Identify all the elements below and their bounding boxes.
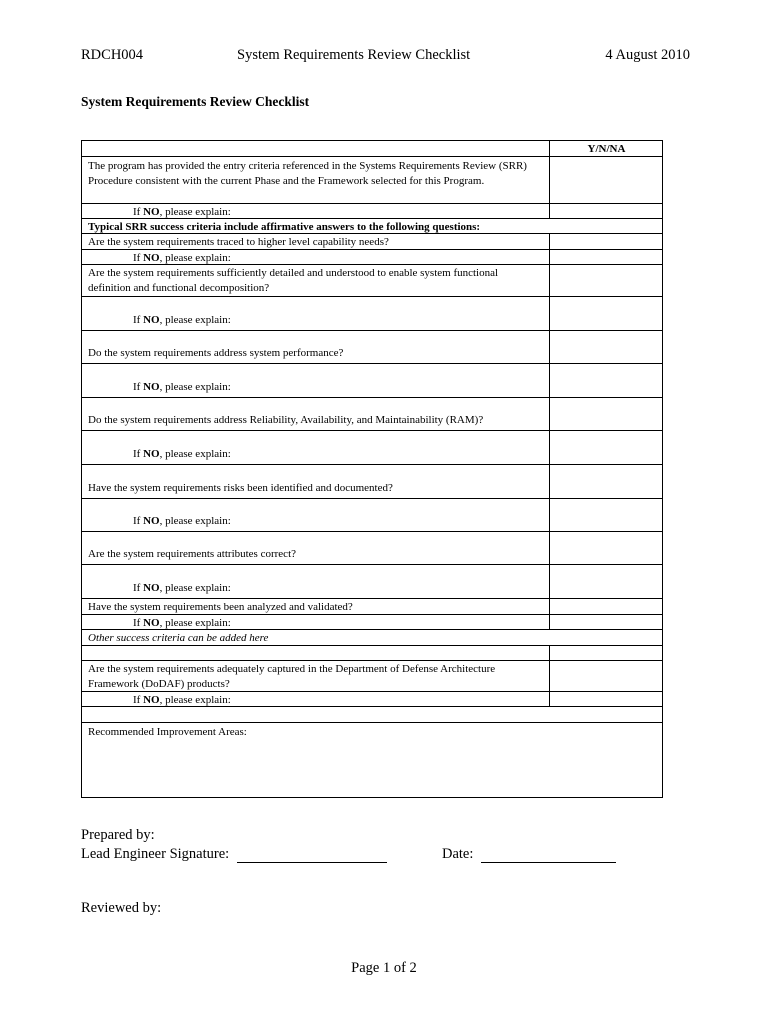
answer-cell[interactable] <box>551 331 662 363</box>
answer-cell[interactable] <box>551 615 662 629</box>
answer-cell[interactable] <box>551 297 662 330</box>
explain-label: If NO, please explain: <box>133 252 231 264</box>
table-row <box>82 234 662 250</box>
date-block <box>442 846 616 863</box>
reviewed-by-label: Reviewed by: <box>81 900 162 916</box>
explain-row <box>82 499 662 532</box>
explain-row <box>82 431 662 465</box>
header-date: 4 August 2010 <box>605 47 690 63</box>
explain-row <box>82 615 662 630</box>
explain-row <box>82 204 662 219</box>
criteria-heading: Typical SRR success criteria include affirmative answers to the following questions: <box>88 221 481 233</box>
question-text: Have the system requirements been analyzed and validated? <box>88 601 353 613</box>
improvement-cell[interactable] <box>82 723 662 797</box>
explain-label: If NO, please explain: <box>133 694 231 706</box>
answer-cell[interactable] <box>551 646 662 660</box>
answer-cell[interactable] <box>551 265 662 296</box>
explain-label: If NO, please explain: <box>133 448 231 460</box>
improvement-label: Recommended Improvement Areas: <box>88 726 247 738</box>
question-text: Are the system requirements adequately captured in the Department of Defense Architecture Framework (DoDAF) products? <box>88 663 496 690</box>
explain-label: If NO, please explain: <box>133 515 231 527</box>
other-criteria-text: Other success criteria can be added here <box>88 632 269 644</box>
improvement-row <box>82 723 662 797</box>
answer-cell[interactable] <box>551 234 662 249</box>
answer-cell[interactable] <box>551 465 662 498</box>
empty-question-cell[interactable] <box>82 646 550 660</box>
question-header-cell <box>82 141 550 156</box>
criteria-heading-row <box>82 219 662 234</box>
page-number: Page 1 of 2 <box>351 960 417 976</box>
explain-row <box>82 364 662 398</box>
entry-criteria-question: The program has provided the entry criteria referenced in the Systems Requirements Review (SRR) Procedure consistent with the current Phase and the Framework selected for this Program. <box>88 160 527 187</box>
explain-label: If NO, please explain: <box>133 582 231 594</box>
table-header-row <box>82 141 662 157</box>
table-row <box>82 532 662 565</box>
answer-column-header: Y/N/NA <box>587 142 626 155</box>
explain-label: If NO, please explain: <box>133 314 231 326</box>
table-row <box>82 661 662 692</box>
document-id: RDCH004 <box>81 47 144 63</box>
date-line[interactable] <box>481 848 616 863</box>
header-title: System Requirements Review Checklist <box>237 47 471 63</box>
question-text: Are the system requirements sufficiently detailed and understood to enable system functional definition and functional decomposition? <box>88 267 499 294</box>
answer-cell[interactable] <box>551 532 662 564</box>
answer-cell[interactable] <box>551 157 662 203</box>
answer-cell[interactable] <box>551 204 662 218</box>
table-row <box>82 331 662 364</box>
explain-label: If NO, please explain: <box>133 617 231 629</box>
explain-row <box>82 692 662 707</box>
explain-row <box>82 565 662 599</box>
question-text: Have the system requirements risks been identified and documented? <box>88 482 393 494</box>
answer-cell[interactable] <box>551 398 662 430</box>
table-row <box>82 265 662 297</box>
prepared-by-label: Prepared by: <box>81 827 155 843</box>
table-row <box>82 465 662 499</box>
table-row <box>82 398 662 431</box>
blank-row <box>82 707 662 723</box>
blank-cell[interactable] <box>82 707 662 722</box>
checklist-table <box>81 140 663 798</box>
answer-cell[interactable] <box>551 661 662 691</box>
question-text: Are the system requirements traced to higher level capability needs? <box>88 236 389 248</box>
answer-cell[interactable] <box>551 431 662 464</box>
signature-line[interactable] <box>237 848 387 863</box>
answer-cell[interactable] <box>551 499 662 531</box>
lead-signature-label: Lead Engineer Signature: <box>81 846 230 862</box>
other-criteria-row <box>82 630 662 646</box>
answer-cell[interactable] <box>551 565 662 598</box>
explain-label: If NO, please explain: <box>133 381 231 393</box>
explain-row <box>82 297 662 331</box>
explain-row <box>82 250 662 265</box>
answer-cell[interactable] <box>551 599 662 614</box>
document-title: System Requirements Review Checklist <box>81 94 310 109</box>
table-row <box>82 157 662 204</box>
question-text: Are the system requirements attributes correct? <box>88 548 297 560</box>
explain-label: If NO, please explain: <box>133 206 231 218</box>
table-row <box>82 646 662 661</box>
answer-cell[interactable] <box>551 364 662 397</box>
answer-cell[interactable] <box>551 250 662 264</box>
answer-cell[interactable] <box>551 692 662 706</box>
answer-header-cell <box>551 141 662 156</box>
date-label: Date: <box>442 846 474 862</box>
question-text: Do the system requirements address system performance? <box>88 347 344 359</box>
lead-signature-block <box>81 846 387 863</box>
table-row <box>82 599 662 615</box>
question-text: Do the system requirements address Reliability, Availability, and Maintainability (RAM)? <box>88 414 484 426</box>
